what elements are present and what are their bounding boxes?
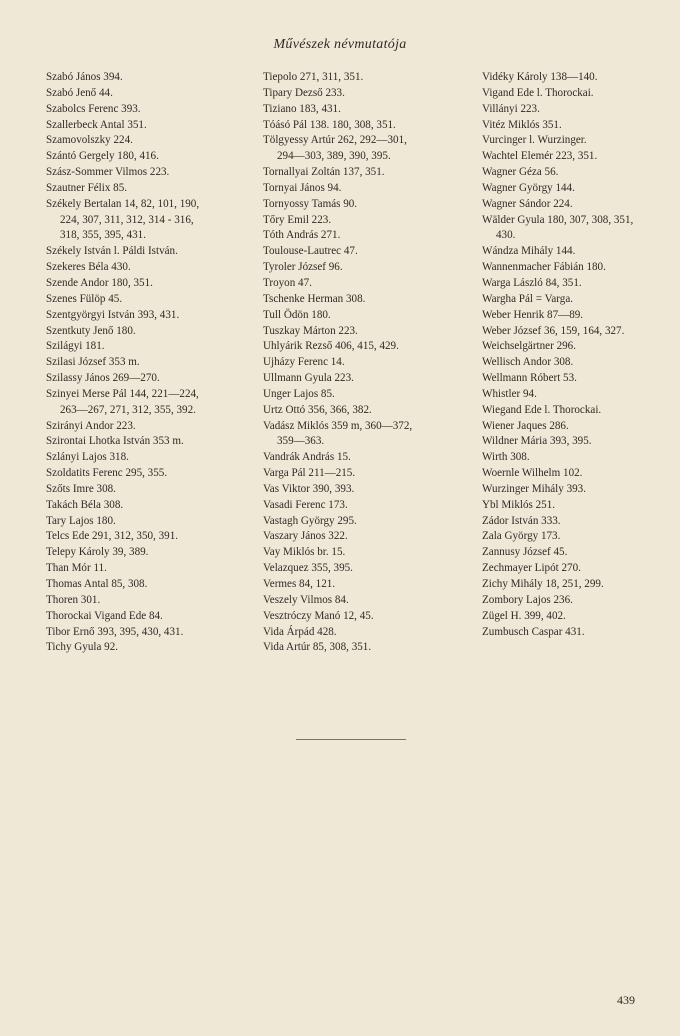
index-entry: Uhlyárik Rezső 406, 415, 429. <box>263 340 399 353</box>
index-entry: Szallerbeck Antal 351. <box>46 118 147 131</box>
index-entry: 294—303, 389, 390, 395. <box>277 150 391 163</box>
index-entry: Vitéz Miklós 351. <box>482 118 562 131</box>
index-entry: Zannusy József 45. <box>482 546 568 559</box>
index-entry: Tornyossy Tamás 90. <box>263 197 358 210</box>
index-entry: Vaszary János 322. <box>263 530 348 543</box>
index-entry: Wellisch Andor 308. <box>482 356 574 369</box>
index-entry: Tornallyai Zoltán 137, 351. <box>263 166 385 179</box>
index-entry: Zombory Lajos 236. <box>482 593 573 606</box>
index-entry: Wälder Gyula 180, 307, 308, 351, <box>482 213 634 226</box>
index-entry: 359—363. <box>277 435 325 448</box>
index-entry: Thoren 301. <box>46 593 101 606</box>
index-entry: Tiziano 183, 431. <box>263 102 341 115</box>
index-entry: Ullmann Gyula 223. <box>263 372 354 385</box>
index-entry: Szabó Jenő 44. <box>46 86 113 99</box>
index-entry: Vasadi Ferenc 173. <box>263 498 348 511</box>
index-entry: Zumbusch Caspar 431. <box>482 625 585 638</box>
index-entry: Ujházy Ferenc 14. <box>263 356 345 369</box>
index-entry: Székely István l. Páldi István. <box>46 245 178 258</box>
index-entry: Tiepolo 271, 311, 351. <box>263 71 364 83</box>
index-entry: 430. <box>496 229 516 242</box>
index-entry: Szoldatits Ferenc 295, 355. <box>46 467 168 480</box>
index-column-3 <box>482 70 680 640</box>
index-entry: Vay Miklós br. 15. <box>263 546 346 559</box>
index-entry: Vadász Miklós 359 m, 360—372, <box>263 419 413 432</box>
index-entry: Urtz Ottó 356, 366, 382. <box>263 403 372 416</box>
index-entry: 263—267, 271, 312, 355, 392. <box>60 403 196 416</box>
index-entry: Varga Pál 211—215. <box>263 467 356 480</box>
index-entry: Woernle Wilhelm 102. <box>482 467 583 480</box>
index-entry: 318, 355, 395, 431. <box>60 229 146 242</box>
index-entry: Wagner Géza 56. <box>482 166 559 179</box>
index-entry: Villányi 223. <box>482 102 540 115</box>
index-entry: Zádor István 333. <box>482 514 561 527</box>
index-entry: Szirontai Lhotka István 353 m. <box>46 435 184 448</box>
index-entry: Tőry Emil 223. <box>263 213 332 226</box>
index-entry: Warga László 84, 351. <box>482 276 582 289</box>
index-entry: Thorockai Vigand Ede 84. <box>46 609 163 622</box>
page-number: 439 <box>617 993 635 1007</box>
index-entry: Tull Ödön 180. <box>263 308 331 321</box>
index-entry: Wándza Mihály 144. <box>482 245 576 258</box>
index-entry: Wachtel Elemér 223, 351. <box>482 150 598 163</box>
index-entry: Wirth 308. <box>482 451 530 464</box>
index-entry: Wellmann Róbert 53. <box>482 372 577 385</box>
index-column-1 <box>46 70 246 656</box>
index-entry: Zügel H. 399, 402. <box>482 609 566 622</box>
index-entry: Veszely Vilmos 84. <box>263 593 349 606</box>
index-entry: Than Mór 11. <box>46 562 107 575</box>
index-entry: Whistler 94. <box>482 387 537 400</box>
index-entry: Tyroler József 96. <box>263 261 343 274</box>
index-entry: Tschenke Herman 308. <box>263 292 366 305</box>
index-entry: Tary Lajos 180. <box>46 514 116 527</box>
index-column-2 <box>263 70 463 656</box>
index-entry: Tipary Dezső 233. <box>263 86 345 99</box>
index-entry: Wiener Jaques 286. <box>482 419 569 432</box>
index-entry: 224, 307, 311, 312, 314 - 316, <box>60 213 194 226</box>
index-entry: Troyon 47. <box>263 276 312 289</box>
index-entry: Szekeres Béla 430. <box>46 261 131 274</box>
index-entry: Wagner György 144. <box>482 181 575 194</box>
index-entry: Tóásó Pál 138. 180, 308, 351. <box>263 118 396 131</box>
index-entry: Tóth András 271. <box>263 229 341 242</box>
index-entry: Vidéky Károly 138—140. <box>482 71 598 83</box>
index-entry: Szamovolszky 224. <box>46 134 133 147</box>
index-entry: Vigand Ede l. Thorockai. <box>482 86 594 99</box>
section-divider <box>296 739 406 740</box>
index-entry: Wannenmacher Fábián 180. <box>482 261 606 274</box>
index-entry: Tölgyessy Artúr 262, 292—301, <box>263 134 407 147</box>
index-entry: Takách Béla 308. <box>46 498 124 511</box>
index-entry: Vastagh György 295. <box>263 514 357 527</box>
index-entry: Szabolcs Ferenc 393. <box>46 102 141 115</box>
index-entry: Toulouse-Lautrec 47. <box>263 245 358 258</box>
running-header: Művészek névmutatója <box>273 37 407 52</box>
index-entry: Vida Árpád 428. <box>263 625 337 638</box>
index-entry: Vurcinger l. Wurzinger. <box>482 134 587 147</box>
index-entry: Ybl Miklós 251. <box>482 498 556 511</box>
index-entry: Szenes Fülöp 45. <box>46 292 123 305</box>
index-entry: Wildner Mária 393, 395. <box>482 435 592 448</box>
index-entry: Wagner Sándor 224. <box>482 197 573 210</box>
index-entry: Tornyai János 94. <box>263 181 342 194</box>
index-entry: Szende Andor 180, 351. <box>46 276 153 289</box>
index-entry: Wargha Pál = Varga. <box>482 292 574 305</box>
index-entry: Szabó János 394. <box>46 71 123 83</box>
index-entry: Szentkuty Jenő 180. <box>46 324 136 337</box>
index-entry: Szinyei Merse Pál 144, 221—224, <box>46 387 199 400</box>
index-entry: Tuszkay Márton 223. <box>263 324 358 337</box>
index-entry: Vas Viktor 390, 393. <box>263 482 355 495</box>
index-entry: Wiegand Ede l. Thorockai. <box>482 403 602 416</box>
index-entry: Zichy Mihály 18, 251, 299. <box>482 578 604 590</box>
index-entry: Weber Henrik 87—89. <box>482 308 584 321</box>
index-entry: Vesztróczy Manó 12, 45. <box>263 609 374 622</box>
index-entry: Szautner Félix 85. <box>46 181 128 194</box>
index-entry: Szilassy János 269—270. <box>46 372 160 385</box>
index-entry: Thomas Antal 85, 308. <box>46 578 148 590</box>
index-entry: Szántó Gergely 180, 416. <box>46 150 159 163</box>
index-entry: Vandrák András 15. <box>263 451 351 464</box>
index-entry: Szlányi Lajos 318. <box>46 451 129 464</box>
index-entry: Szilágyi 181. <box>46 340 105 353</box>
index-entry: Telepy Károly 39, 389. <box>46 546 149 559</box>
index-entry: Szentgyörgyi István 393, 431. <box>46 308 180 321</box>
index-entry: Unger Lajos 85. <box>263 387 335 400</box>
index-entry: Telcs Ede 291, 312, 350, 391. <box>46 530 179 543</box>
index-entry: Tichy Gyula 92. <box>46 641 119 654</box>
index-entry: Vermes 84, 121. <box>263 578 336 590</box>
index-entry: Zechmayer Lipót 270. <box>482 562 581 575</box>
index-entry: Szilasi József 353 m. <box>46 356 140 369</box>
index-entry: Weichselgärtner 296. <box>482 340 576 353</box>
index-entry: Wurzinger Mihály 393. <box>482 482 586 495</box>
index-entry: Velazquez 355, 395. <box>263 562 353 575</box>
index-entry: Zala György 173. <box>482 530 561 543</box>
index-entry: Székely Bertalan 14, 82, 101, 190, <box>46 197 200 210</box>
index-entry: Szirányi Andor 223. <box>46 419 136 432</box>
index-entry: Vida Artúr 85, 308, 351. <box>263 641 372 654</box>
index-entry: Szász-Sommer Vilmos 223. <box>46 166 170 179</box>
index-entry: Weber József 36, 159, 164, 327. <box>482 324 625 337</box>
index-entry: Tibor Ernő 393, 395, 430, 431. <box>46 625 184 638</box>
index-entry: Szőts Imre 308. <box>46 482 116 495</box>
